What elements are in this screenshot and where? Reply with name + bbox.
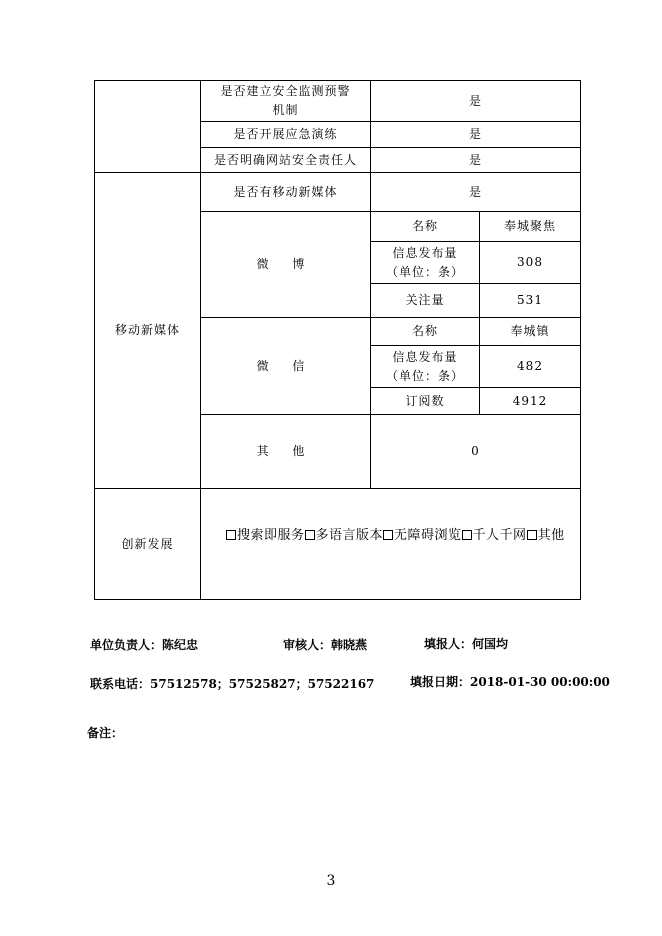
weibo-followers-label: 关注量 — [370, 283, 480, 318]
wechat-posts-value: 482 — [479, 345, 581, 388]
unit-head: 单位负责人：陈纪忠 — [90, 638, 199, 652]
wechat-subscribers-value: 4912 — [479, 387, 581, 415]
filler: 填报人：何国均 — [424, 637, 509, 651]
weibo-label: 微 博 — [200, 211, 371, 318]
weibo-name-value: 奉城聚焦 — [479, 211, 581, 242]
weibo-posts-label: 信息发布量（单位：条） — [370, 241, 480, 284]
security-responsible-label: 是否明确网站安全责任人 — [200, 147, 371, 173]
security-responsible-value: 是 — [370, 147, 581, 173]
other-media-label: 其 他 — [200, 414, 371, 489]
innovation-section-label: 创新发展 — [94, 488, 201, 600]
has-mobile-label: 是否有移动新媒体 — [200, 172, 371, 212]
contact-phone: 联系电话：57512578；57525827；57522167 — [90, 677, 375, 691]
multilingual-label: 多语言版本 — [315, 528, 384, 543]
report-date: 填报日期：2018-01-30 00:00:00 — [410, 675, 610, 689]
other-option-label: 其他 — [537, 528, 565, 543]
wechat-label: 微 信 — [200, 317, 371, 415]
other-media-value: 0 — [370, 414, 581, 489]
blank-category-cell — [94, 80, 201, 173]
weibo-name-label: 名称 — [370, 211, 480, 242]
report-table — [94, 80, 581, 600]
wechat-name-label: 名称 — [370, 317, 480, 346]
accessibility-label: 无障碍浏览 — [394, 528, 462, 543]
has-mobile-value: 是 — [370, 172, 581, 212]
personalized-web-checkbox[interactable] — [462, 530, 472, 540]
monitoring-warning-label: 是否建立安全监测预警机制 — [200, 80, 371, 122]
other-option-checkbox[interactable] — [527, 530, 537, 540]
wechat-name-value: 奉城镇 — [479, 317, 581, 346]
monitoring-warning-value: 是 — [370, 80, 581, 122]
accessibility-checkbox[interactable] — [383, 530, 393, 540]
page-number: 3 — [326, 873, 336, 889]
emergency-drill-value: 是 — [370, 121, 581, 148]
personalized-web-label: 千人千网 — [472, 528, 527, 543]
reviewer: 审核人：韩晓燕 — [283, 638, 368, 652]
innovation-options-cell — [200, 488, 581, 600]
innovation-options — [226, 526, 565, 545]
weibo-posts-value: 308 — [479, 241, 581, 284]
search-service-checkbox[interactable] — [226, 530, 236, 540]
search-service-label: 搜索即服务 — [237, 528, 305, 543]
wechat-posts-label: 信息发布量（单位：条） — [370, 345, 480, 388]
wechat-subscribers-label: 订阅数 — [370, 387, 480, 415]
weibo-followers-value: 531 — [479, 283, 581, 318]
multilingual-checkbox[interactable] — [305, 530, 315, 540]
emergency-drill-label: 是否开展应急演练 — [200, 121, 371, 148]
mobile-media-section-label: 移动新媒体 — [94, 172, 201, 489]
remarks: 备注： — [87, 726, 124, 740]
